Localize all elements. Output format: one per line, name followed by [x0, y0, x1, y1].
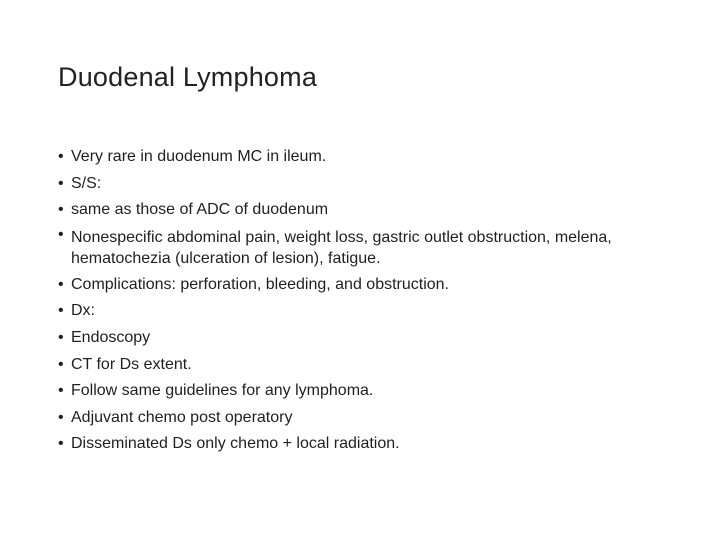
bullet-text: Disseminated Ds only chemo + local radiation. [71, 435, 400, 453]
bullet-dot: • [58, 148, 64, 165]
bullet-text: Nonespecific abdominal pain, weight loss, gastric outlet obstruction, melena, hematochezia (ulceration of lesion), fatigue. [71, 228, 612, 267]
bullet-item [58, 325, 678, 352]
bullet-dot: • [58, 408, 64, 426]
bullet-list [58, 144, 678, 458]
bullet-item [58, 171, 678, 198]
bullet-text: Dx: [71, 302, 95, 320]
bullet-dot: • [58, 225, 64, 243]
bullet-text: Follow same guidelines for any lymphoma. [71, 382, 374, 400]
bullet-item [58, 431, 678, 458]
bullet-text: Complications: perforation, bleeding, and obstruction. [71, 275, 449, 293]
bullet-text: Very rare in duodenum MC in ileum. [71, 148, 327, 165]
bullet-dot: • [58, 382, 64, 400]
bullet-dot: • [58, 435, 64, 453]
bullet-dot: • [58, 174, 64, 192]
bullet-item [58, 197, 678, 224]
bullet-dot: • [58, 275, 64, 293]
bullet-dot: • [58, 355, 64, 373]
bullet-text: Adjuvant chemo post operatory [71, 408, 293, 426]
bullet-dot: • [58, 302, 64, 320]
bullet-dot: • [58, 201, 64, 219]
bullet-text: same as those of ADC of duodenum [71, 201, 329, 219]
bullet-item [58, 378, 678, 405]
bullet-item [58, 224, 678, 272]
bullet-text: Endoscopy [71, 328, 151, 346]
bullet-text: CT for Ds extent. [71, 355, 192, 373]
bullet-dot: • [58, 328, 64, 346]
bullet-item [58, 298, 678, 325]
slide-title: Duodenal Lymphoma [58, 62, 318, 92]
bullet-item [58, 405, 678, 432]
bullet-item [58, 144, 678, 171]
bullet-item [58, 272, 678, 299]
bullet-text: S/S: [71, 174, 102, 192]
bullet-item [58, 352, 678, 379]
